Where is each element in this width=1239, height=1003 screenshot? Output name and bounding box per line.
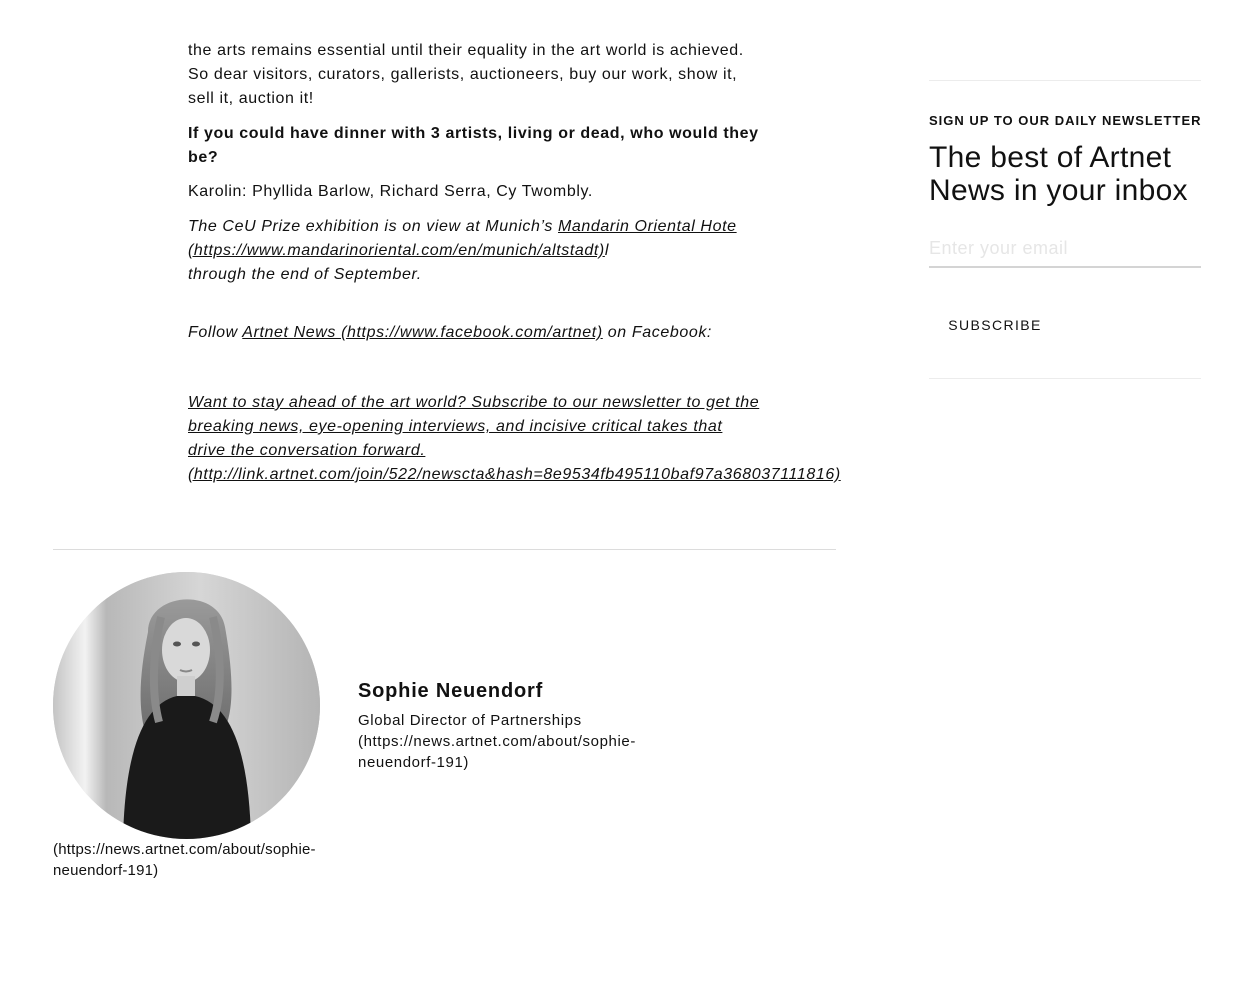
author-portrait-image xyxy=(53,572,320,839)
author-name: Sophie Neuendorf xyxy=(358,680,544,702)
interview-answer: Karolin: Phyllida Barlow, Richard Serra, Cy Twombly. xyxy=(188,183,593,200)
sidebar-divider-top xyxy=(929,80,1201,81)
newsletter-email-input[interactable] xyxy=(929,230,1201,268)
article-body xyxy=(188,39,841,483)
mandarin-oriental-link[interactable]: Mandarin Oriental Hote (https://www.mandarinoriental.com/en/munich/altstadt) xyxy=(188,218,737,259)
follow-line xyxy=(188,321,712,345)
newsletter-cta-text: Want to stay ahead of the art world? Subscribe to our newsletter to get the breaking news, eye-opening interviews, and incisive critical takes that drive the conversation forward. xyxy=(188,394,760,459)
facebook-link[interactable]: Artnet News (https://www.facebook.com/artnet) xyxy=(242,324,603,341)
author-avatar[interactable] xyxy=(53,572,320,839)
author-photo-url[interactable]: (https://news.artnet.com/about/sophie-neuendorf-191) xyxy=(53,841,316,879)
newsletter-cta xyxy=(188,391,841,487)
interview-question: If you could have dinner with 3 artists, living or dead, who would they be? xyxy=(188,125,759,166)
newsletter-cta-link[interactable] xyxy=(188,394,841,483)
newsletter-cta-url: (http://link.artnet.com/join/522/newscta&hash=8e9534fb495110baf97a368037111816) xyxy=(188,466,841,483)
subscribe-button[interactable]: SUBSCRIBE xyxy=(929,305,1061,345)
author-title: Global Director of Partnerships xyxy=(358,712,582,729)
exhibition-note xyxy=(188,215,768,287)
article-divider xyxy=(53,549,836,550)
newsletter-heading: The best of Artnet News in your inbox xyxy=(929,141,1188,207)
newsletter-eyebrow: SIGN UP TO OUR DAILY NEWSLETTER xyxy=(929,113,1202,128)
follow-prefix: Follow xyxy=(188,324,243,341)
follow-suffix: on Facebook: xyxy=(602,324,712,341)
sidebar-divider-bottom xyxy=(929,378,1201,379)
exhibition-note-mid: l xyxy=(604,242,610,259)
article-paragraph-intro: the arts remains essential until their equality in the art world is achieved. So dear visitors, curators, gallerists, auctioneers, buy our work, show it, sell it, auction it! xyxy=(188,42,744,107)
exhibition-note-prefix: The CeU Prize exhibition is on view at Munich’s xyxy=(188,218,558,235)
exhibition-note-suffix: through the end of September. xyxy=(188,266,422,283)
author-profile-url[interactable]: (https://news.artnet.com/about/sophie-neuendorf-191) xyxy=(358,733,636,771)
